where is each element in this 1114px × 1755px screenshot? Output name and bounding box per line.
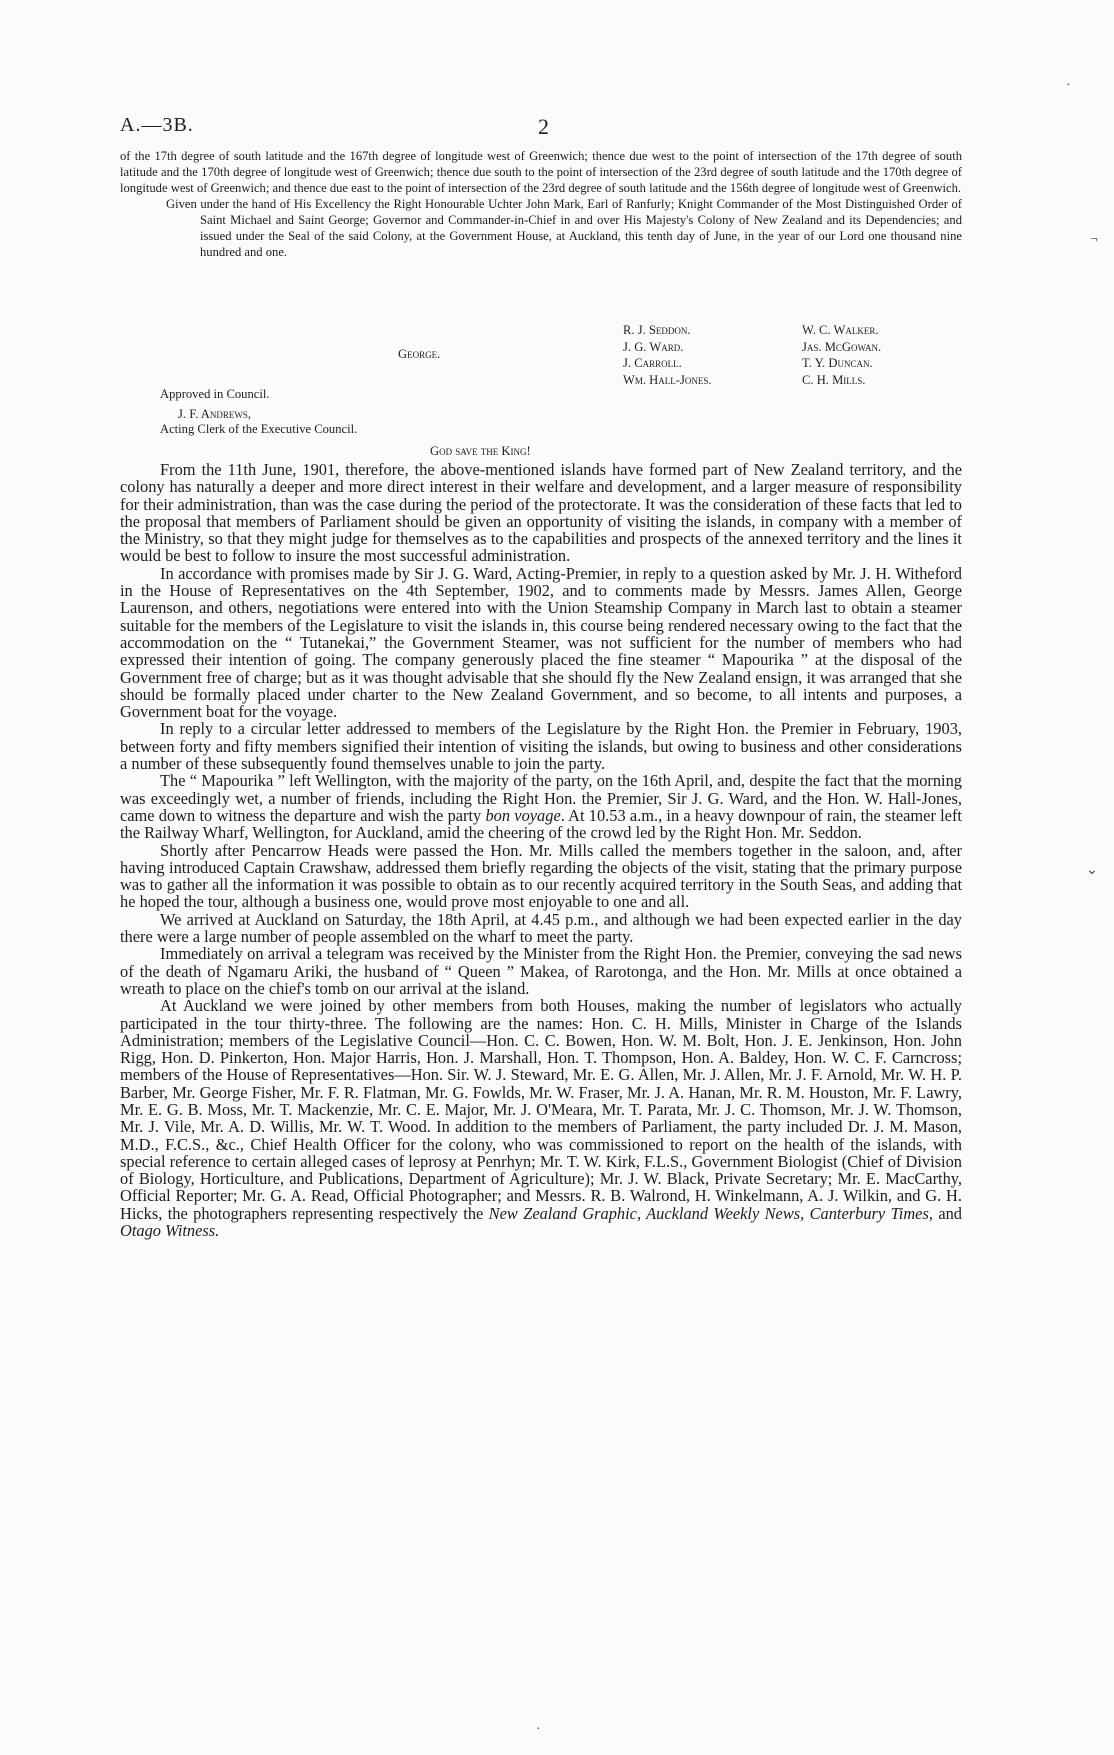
italic-run: bon voyage: [485, 805, 561, 825]
body-paragraph: [120, 997, 962, 1239]
clerk-name: J. F. Andrews,: [178, 407, 252, 421]
italic-run: New Zealand Graphic, Auckland Weekly News, Canterbury Times,: [488, 1203, 933, 1223]
body-paragraph: [120, 565, 962, 721]
scan-mark: ¬: [1090, 232, 1098, 247]
page-header: [120, 114, 990, 144]
minister-name: T. Y. Duncan.: [802, 356, 873, 370]
text-run: In reply to a circular letter addressed to members of the Legislature by the Right Hon. the Premier in February, 1903, between forty and fifty members signified their intention of visiting the islands, but owing to business and other considerations a number of these subsequently found themselves unable to join the party.: [120, 719, 962, 774]
text-run: . At 10.53 a.m., in a heavy downpour of rain, the steamer left the Railway Wharf, Wellington, for Auckland, amid the cheering of the crowd led by the Right Hon. Mr. Seddon.: [120, 805, 962, 843]
document-reference: A.—3B.: [120, 114, 194, 136]
minister-name: J. G. Ward.: [623, 339, 684, 354]
body-paragraph: [120, 772, 962, 841]
scan-mark: ·: [536, 1722, 541, 1737]
body-paragraph: [120, 842, 962, 911]
scan-mark: ⌄: [1086, 863, 1098, 878]
clerk-title: Acting Clerk of the Executive Council.: [160, 422, 358, 436]
proclamation-given: Given under the hand of His Excellency the Right Honourable Uchter John Mark, Earl of Ranfurly; Knight Commander of the Most Distinguished Order of Saint Michael and Saint George; Governor and Commander-in-Chief in and over His Majesty's Colony of New Zealand and its Dependencies; and issued under the Seal of the said Colony, at the Government House, at Auckland, this tenth day of June, in the year of our Lord one thousand nine hundred and one.: [166, 197, 962, 259]
minister-name: W. C. Walker.: [802, 323, 879, 337]
minister-name: C. H. Mills.: [802, 372, 866, 387]
approved-in-council: Approved in Council.: [160, 387, 270, 401]
minister-name: Wm. Hall-Jones.: [623, 372, 712, 387]
proclamation-text: [120, 148, 962, 260]
body-paragraph: [120, 720, 962, 772]
ministers-column-left: [623, 322, 712, 388]
minister-name: R. J. Seddon.: [623, 323, 691, 337]
governor-signature: George.: [398, 347, 441, 361]
page-number: 2: [538, 114, 549, 139]
text-run: At Auckland we were joined by other members from both Houses, making the number of legislators who actually participated in the tour thirty-three. The following are the names: Hon. C. H. Mills, Minister in Charge of the Islands Administration; members of the Legislative Council—Hon. C. C. Bowen, Hon. W. M. Bolt, Hon. J. E. Jenkinson, Hon. John Rigg, Hon. D. Pinkerton, Hon. Major Harris, Hon. J. Marshall, Hon. T. Thompson, Hon. A. Baldey, Hon. W. C. F. Carncross; members of the House of Representatives—Hon. Sir. W. J. Steward, Mr. E. G. Allen, Mr. J. Allen, Mr. J. F. Arnold, Mr. W. H. P. Barber, Mr. George Fisher, Mr. F. R. Flatman, Mr. G. Fowlds, Mr. W. Fraser, Mr. J. A. Hanan, Mr. R. M. Houston, Mr. F. Lawry, Mr. E. G. B. Moss, Mr. T. Mackenzie, Mr. C. E. Major, Mr. J. O'Meara, Mr. T. Parata, Mr. J. C. Thomson, Mr. J. W. Thomson, Mr. J. Vile, Mr. A. D. Willis, Mr. W. T. Wood. In addition to the members of Parliament, the party included Dr. J. M. Mason, M.D., F.C.S., &c., Chief Health Officer for the colony, who was commissioned to report on the health of the islands, with special reference to certain alleged cases of leprosy at Penrhyn; Mr. T. W. Kirk, F.L.S., Government Biologist (Chief of Division of Biology, Horticulture, and Publications, Department of Agriculture); Mr. J. W. Black, Private Secretary; Mr. E. MacCarthy, Official Reporter; Mr. G. A. Read, Official Photographer; and Messrs. R. B. Walrond, H. Winkelmann, A. J. Wilkin, and G. H. Hicks, the photographers representing respectively the: [120, 996, 962, 1223]
scan-mark: ·: [1066, 78, 1071, 93]
italic-run: Otago Witness.: [120, 1221, 220, 1241]
text-run: The “ Mapourika ” left Wellington, with the majority of the party, on the 16th April, and, despite the fact that the morning was exceedingly wet, a number of friends, including the Right Hon. the Premier, Sir J. G. Ward, and the Hon. W. Hall-Jones, came down to witness the departure and wish the party: [120, 771, 962, 825]
body-paragraph: [120, 461, 962, 565]
ministers-column-right: [802, 322, 881, 388]
text-run: From the 11th June, 1901, therefore, the above-mentioned islands have formed part of New Zealand territory, and the colony has naturally a deeper and more direct interest in their welfare and development, and a larger measure of responsibility for their administration, than was the case during the period of the protectorate. It was the consideration of these facts that led to the proposal that members of Parliament should be given an opportunity of visiting the islands, in company with a member of the Ministry, so that they might judge for themselves as to the capabilities and prospects of the annexed territory and the lines it would be best to follow to insure the most successful administration.: [120, 460, 962, 566]
text-run: We arrived at Auckland on Saturday, the 18th April, at 4.45 p.m., and although we had been expected earlier in the day there were a large number of people assembled on the wharf to meet the party.: [120, 909, 962, 947]
text-run: In accordance with promises made by Sir J. G. Ward, Acting-Premier, in reply to a question asked by Mr. J. H. Witheford in the House of Representatives on the 4th September, 1902, and to comments made by Messrs. James Allen, George Laurenson, and others, negotiations were entered into with the Union Steamship Company in March last to obtain a steamer suitable for the members of the Legislature to visit the islands in, this course being rendered necessary owing to the fact that the accommodation on the “ Tutanekai,” the Government Steamer, was not sufficient for the number of members who had expressed their intention of going. The company generously placed the fine steamer “ Mapourika ” at the disposal of the Government free of charge; but as it was thought advisable that she should fly the New Zealand ensign, it was arranged that she should be formally placed under charter to the New Zealand Government, and so become, to all intents and purposes, a Government boat for the voyage.: [120, 563, 962, 722]
report-body: [120, 461, 962, 1239]
minister-name: Jas. McGowan.: [802, 339, 882, 354]
body-paragraph: [120, 911, 962, 946]
closing-salutation: God save the King!: [430, 444, 531, 458]
proclamation-opening: of the 17th degree of south latitude and the 167th degree of longitude west of Greenwich; thence due west to the point of intersection of the 17th degree of south latitude and the 170th degree of longitude west of Greenwich; thence due south to the point of intersection of the 23rd degree of south latitude and the 170th degree of longitude west of Greenwich; and thence due east to the point of intersection of the 23rd degree of south latitude and the 156th degree of longitude west of Greenwich.: [120, 149, 962, 195]
text-run: Shortly after Pencarrow Heads were passed the Hon. Mr. Mills called the members together in the saloon, and, after having introduced Captain Crawshaw, addressed them briefly regarding the objects of the visit, stating that the primary purpose was to gather all the information it was possible to obtain as to our recently acquired territory in the South Seas, and adding that he hoped the tour, although a business one, would prove most enjoyable to one and all.: [120, 840, 962, 912]
text-run: and: [932, 1203, 962, 1223]
body-paragraph: [120, 945, 962, 997]
minister-name: J. Carroll.: [623, 356, 682, 370]
text-run: Immediately on arrival a telegram was received by the Minister from the Right Hon. the Premier, conveying the sad news of the death of Ngamaru Ariki, the husband of “ Queen ” Makea, of Rarotonga, and the Hon. Mr. Mills at once obtained a wreath to place on the chief's tomb on our arrival at the island.: [120, 944, 962, 998]
